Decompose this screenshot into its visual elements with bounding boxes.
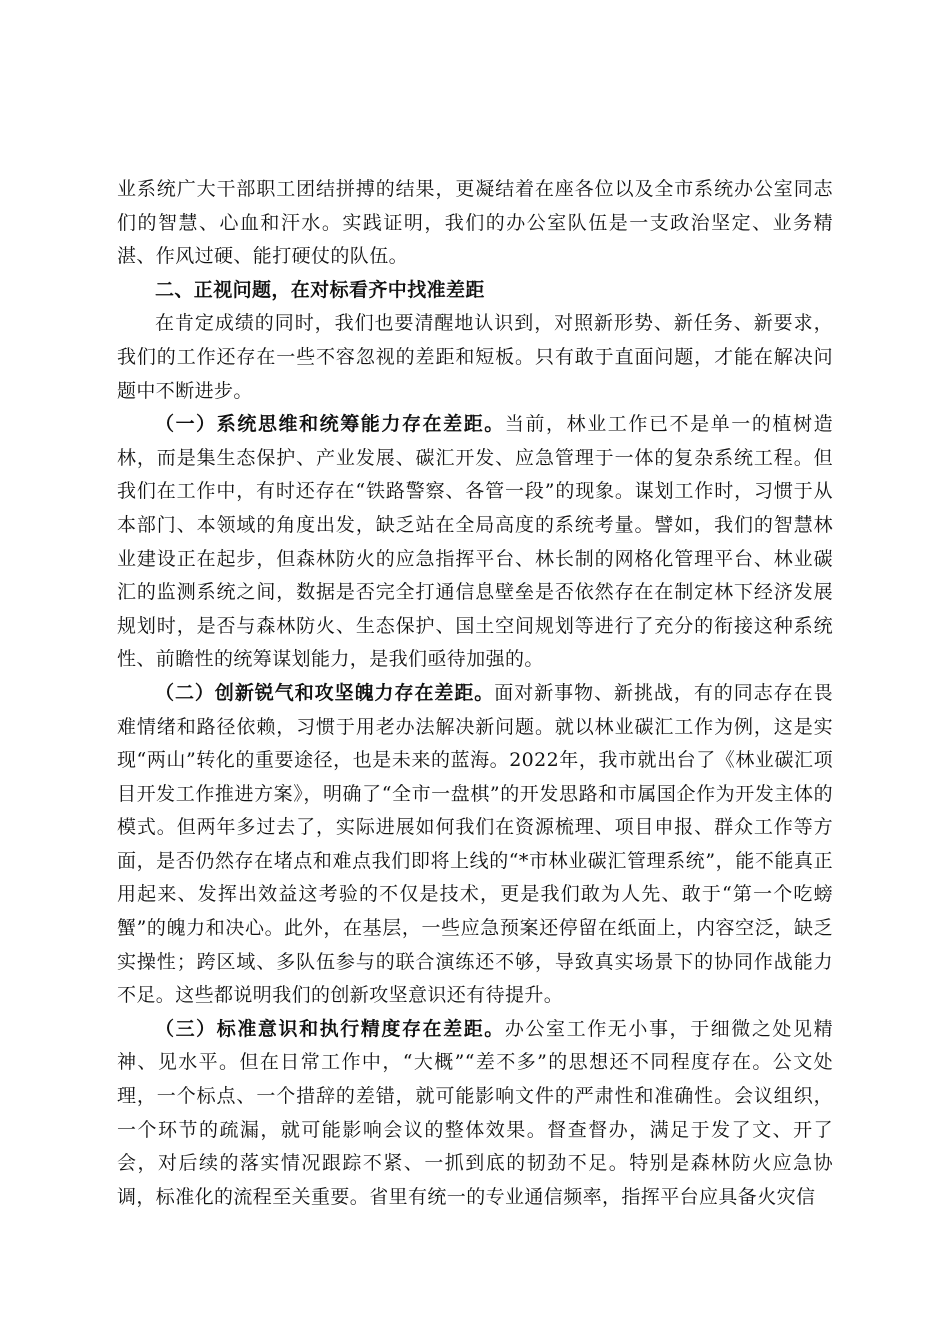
item-2-lead: （二）创新锐气和攻坚魄力存在差距。 xyxy=(155,681,495,704)
item-1-lead: （一）系统思维和统筹能力存在差距。 xyxy=(155,413,505,436)
paragraph-item-3 xyxy=(117,1013,833,1215)
item-3-body: 办公室工作无小事，于细微之处见精神、见水平。但在日常工作中，“大概”“差不多”的思想还不同程度存在。公文处理，一个标点、一个措辞的差错，就可能影响文件的严肃性和准确性。会议组织，一个环节的疏漏，就可能影响会议的整体效果。督查督办，满足于发了文、开了会，对后续的落实情况跟踪不紧、一抓到底的韧劲不足。特别是森林防火应急协调，标准化的流程至关重要。省里有统一的专业通信频率，指挥平台应具备火灾信 xyxy=(117,1017,833,1208)
paragraph-item-2 xyxy=(117,677,833,1013)
paragraph-item-1 xyxy=(117,408,833,677)
item-2-body: 面对新事物、新挑战，有的同志存在畏难情绪和路径依赖，习惯于用老办法解决新问题。就以林业碳汇工作为例，这是实现“两山”转化的重要途径，也是未来的蓝海。2022年，我市就出台了《林业碳汇项目开发工作推进方案》，明确了“全市一盘棋”的开发思路和市属国企作为开发主体的模式。但两年多过去了，实际进展如何我们在资源梳理、项目申报、群众工作等方面，是否仍然存在堵点和难点我们即将上线的“*市林业碳汇管理系统”，能不能真正用起来、发挥出效益这考验的不仅是技术，更是我们敢为人先、敢于“第一个吃螃蟹”的魄力和决心。此外，在基层，一些应急预案还停留在纸面上，内容空泛，缺乏实操性；跨区域、多队伍参与的联合演练还不够，导致真实场景下的协同作战能力不足。这些都说明我们的创新攻坚意识还有待提升。 xyxy=(117,681,833,1007)
document-body xyxy=(117,173,833,1214)
section-heading: 二、正视问题，在对标看齐中找准差距 xyxy=(155,278,485,301)
paragraph-intro-continued: 业系统广大干部职工团结拼搏的结果，更凝结着在座各位以及全市系统办公室同志们的智慧、心血和汗水。实践证明，我们的办公室队伍是一支政治坚定、业务精湛、作风过硬、能打硬仗的队伍。 xyxy=(117,178,833,268)
paragraph-section-intro: 在肯定成绩的同时，我们也要清醒地认识到，对照新形势、新任务、新要求，我们的工作还存在一些不容忽视的差距和短板。只有敢于直面问题，才能在解决问题中不断进步。 xyxy=(117,312,833,402)
item-3-lead: （三）标准意识和执行精度存在差距。 xyxy=(155,1017,505,1040)
item-1-body: 当前，林业工作已不是单一的植树造林，而是集生态保护、产业发展、碳汇开发、应急管理于一体的复杂系统工程。但我们在工作中，有时还存在“铁路警察、各管一段”的现象。谋划工作时，习惯于从本部门、本领域的角度出发，缺乏站在全局高度的系统考量。譬如，我们的智慧林业建设正在起步，但森林防火的应急指挥平台、林长制的网格化管理平台、林业碳汇的监测系统之间，数据是否完全打通信息壁垒是否依然存在在制定林下经济发展规划时，是否与森林防火、生态保护、国土空间规划等进行了充分的衔接这种系统性、前瞻性的统筹谋划能力，是我们亟待加强的。 xyxy=(117,413,833,671)
